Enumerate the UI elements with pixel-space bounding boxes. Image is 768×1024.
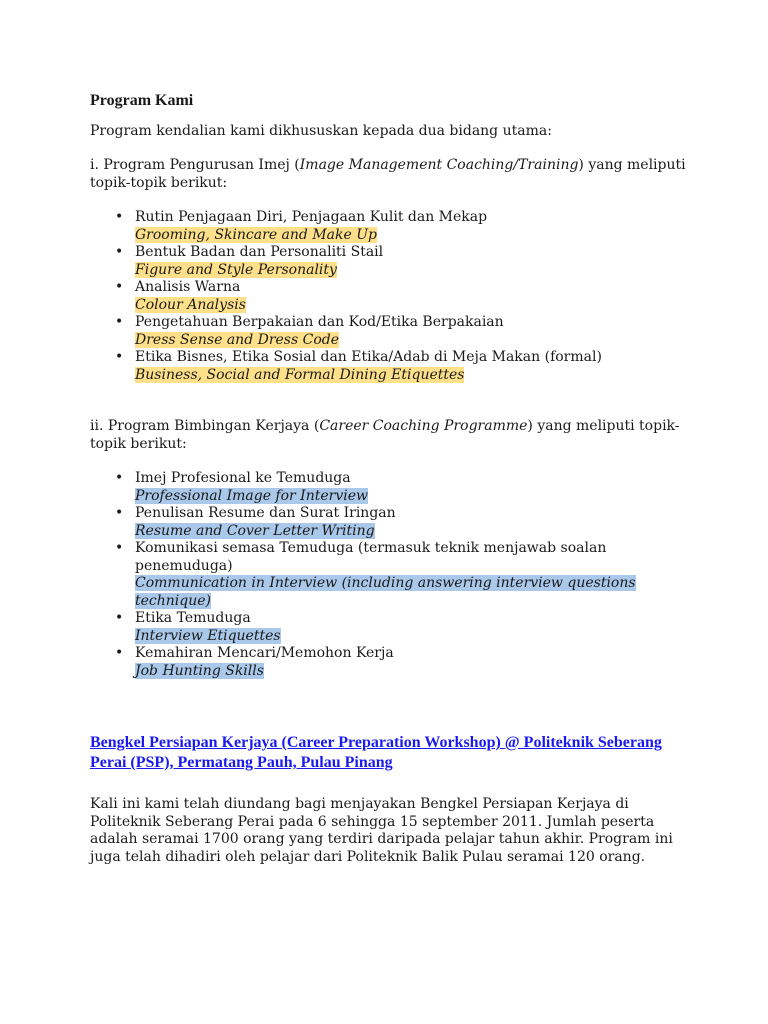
program1-lead-before: i. Program Pengurusan Imej ( bbox=[90, 157, 300, 173]
topic-ms: Penulisan Resume dan Surat Iringan bbox=[135, 505, 396, 521]
page-title: Program Kami bbox=[90, 92, 194, 109]
list-item bbox=[135, 645, 690, 680]
topic-en: Job Hunting Skills bbox=[135, 662, 264, 679]
topic-ms: Rutin Penjagaan Diri, Penjagaan Kulit dan Mekap bbox=[135, 209, 488, 225]
list-item bbox=[135, 314, 690, 349]
list-item bbox=[135, 349, 690, 384]
topic-ms: Pengetahuan Berpakaian dan Kod/Etika Berpakaian bbox=[135, 314, 504, 330]
topic-ms: Kemahiran Mencari/Memohon Kerja bbox=[135, 645, 394, 661]
topic-en: Grooming, Skincare and Make Up bbox=[135, 226, 377, 243]
list-item bbox=[135, 244, 690, 279]
topic-ms: Etika Temuduga bbox=[135, 610, 251, 626]
intro-paragraph: Program kendalian kami dikhususkan kepada dua bidang utama: bbox=[90, 122, 552, 139]
topic-ms: Bentuk Badan dan Personaliti Stail bbox=[135, 244, 384, 260]
program1-lead-italic: Image Management Coaching/Training bbox=[299, 157, 579, 173]
workshop-body-paragraph: Kali ini kami telah diundang bagi menjayakan Bengkel Persiapan Kerjaya di Politeknik Seberang Perai pada 6 sehingga 15 september 2011. Jumlah peserta adalah seramai 1700 orang yang terdiri daripada pelajar tahun akhir. Program ini juga telah dihadiri oleh pelajar dari Politeknik Balik Pulau seramai 120 orang. bbox=[90, 796, 673, 865]
topic-ms: Imej Profesional ke Temuduga bbox=[135, 470, 351, 486]
program2-lead bbox=[90, 418, 690, 453]
topic-en: Business, Social and Formal Dining Etiquettes bbox=[135, 366, 465, 383]
topic-en: Resume and Cover Letter Writing bbox=[135, 522, 375, 539]
topic-en: Communication in Interview (including answering interview questions technique) bbox=[135, 575, 636, 609]
list-item bbox=[135, 279, 690, 314]
topic-ms: Etika Bisnes, Etika Sosial dan Etika/Adab di Meja Makan (formal) bbox=[135, 349, 602, 365]
document-page bbox=[90, 92, 690, 866]
list-item bbox=[135, 540, 690, 610]
topic-en: Dress Sense and Dress Code bbox=[135, 331, 340, 348]
program1-lead bbox=[90, 157, 690, 192]
topic-en: Interview Etiquettes bbox=[135, 627, 281, 644]
program1-lead-after: ) yang meliputi topik-topik berikut: bbox=[90, 157, 686, 191]
program2-lead-before: ii. Program Bimbingan Kerjaya ( bbox=[90, 418, 320, 434]
program2-lead-italic: Career Coaching Programme bbox=[319, 418, 528, 434]
topic-ms: Komunikasi semasa Temuduga (termasuk teknik menjawab soalan penemuduga) bbox=[135, 540, 607, 574]
program1-topic-list bbox=[90, 209, 690, 384]
list-item bbox=[135, 610, 690, 645]
topic-en: Professional Image for Interview bbox=[135, 487, 368, 504]
topic-en: Figure and Style Personality bbox=[135, 261, 337, 278]
program2-topic-list bbox=[90, 470, 690, 680]
workshop-title-link[interactable]: Bengkel Persiapan Kerjaya (Career Preparation Workshop) @ Politeknik Seberang Perai (PSP), Permatang Pauh, Pulau Pinang bbox=[90, 734, 662, 771]
topic-ms: Analisis Warna bbox=[135, 279, 241, 295]
list-item bbox=[135, 209, 690, 244]
topic-en: Colour Analysis bbox=[135, 296, 246, 313]
list-item bbox=[135, 505, 690, 540]
program2-lead-after: ) yang meliputi topik-topik berikut: bbox=[90, 418, 680, 452]
list-item bbox=[135, 470, 690, 505]
